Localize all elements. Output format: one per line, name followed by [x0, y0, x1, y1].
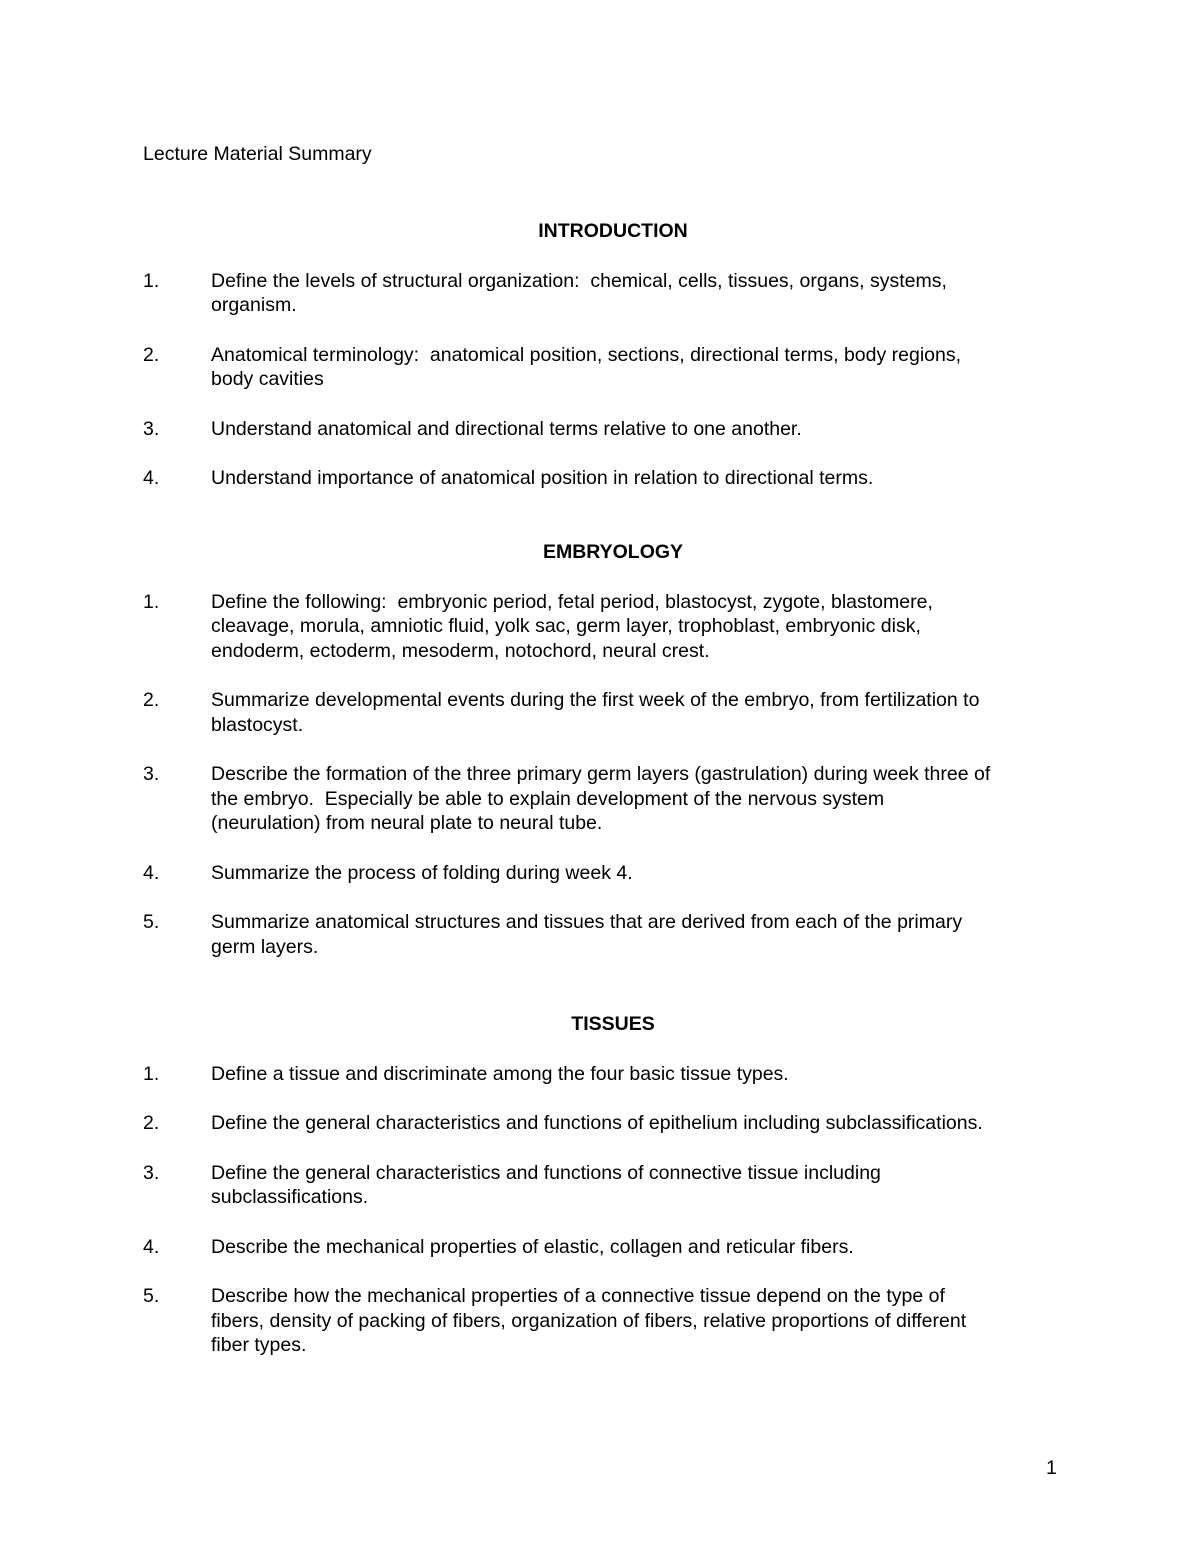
- section-embryology: [143, 540, 1083, 959]
- item-list: [143, 269, 1083, 491]
- item-line: fibers, density of packing of fibers, organization of fibers, relative proportions of different: [211, 1309, 967, 1332]
- item-text: [211, 417, 1081, 442]
- item-line: body cavities: [211, 368, 324, 390]
- item-text: [211, 1062, 1081, 1087]
- item-list: [143, 1062, 1083, 1358]
- list-item: [143, 1111, 1083, 1136]
- list-item: [143, 910, 1083, 959]
- item-number: 5.: [143, 1285, 160, 1307]
- list-item: [143, 269, 1083, 318]
- item-line: organism.: [211, 294, 297, 316]
- item-text: [211, 269, 1081, 318]
- item-line: Define the general characteristics and functions of epithelium including subclassifications.: [211, 1112, 983, 1134]
- item-line: Describe the formation of the three primary germ layers (gastrulation) during week three of: [211, 763, 991, 785]
- item-text: [211, 688, 1081, 737]
- item-number: 5.: [143, 911, 160, 933]
- page-number: 1: [1046, 1457, 1057, 1479]
- item-line: Define the general characteristics and functions of connective tissue including: [211, 1161, 881, 1184]
- list-item: [143, 762, 1083, 836]
- item-line: fiber types.: [211, 1334, 307, 1356]
- list-item: [143, 1062, 1083, 1087]
- item-line: Anatomical terminology: anatomical position, sections, directional terms, body regions,: [211, 343, 962, 366]
- section-tissues: [143, 1012, 1083, 1358]
- section-introduction: [143, 219, 1083, 491]
- item-line: the embryo. Especially be able to explain development of the nervous system: [211, 787, 885, 810]
- item-line: germ layers.: [211, 935, 319, 958]
- section-heading: TISSUES: [571, 1013, 655, 1035]
- item-number: 2.: [143, 689, 160, 711]
- section-heading: EMBRYOLOGY: [542, 541, 684, 563]
- item-text: [211, 910, 1081, 959]
- list-item: [143, 1284, 1083, 1358]
- item-line: Summarize anatomical structures and tissues that are derived from each of the primary: [211, 911, 963, 933]
- item-number: 2.: [143, 1112, 160, 1134]
- item-number: 1.: [143, 269, 160, 292]
- item-line: Summarize the process of folding during week 4.: [211, 861, 633, 884]
- list-item: [143, 417, 1083, 442]
- item-line: Describe how the mechanical properties of a connective tissue depend on the type of: [211, 1285, 945, 1307]
- item-number: 3.: [143, 1161, 160, 1184]
- item-line: Summarize developmental events during the first week of the embryo, from fertilization to: [211, 689, 980, 711]
- item-line: endoderm, ectoderm, mesoderm, notochord, neural crest.: [211, 639, 710, 662]
- item-text: [211, 762, 1081, 836]
- item-text: [211, 590, 1081, 664]
- item-line: (neurulation) from neural plate to neural tube.: [211, 812, 603, 834]
- item-number: 2.: [143, 343, 160, 366]
- item-line: Understand importance of anatomical position in relation to directional terms.: [211, 467, 874, 489]
- item-line: Define the levels of structural organization: chemical, cells, tissues, organs, systems,: [211, 269, 947, 292]
- item-number: 1.: [143, 1062, 160, 1085]
- item-line: cleavage, morula, amniotic fluid, yolk sac, germ layer, trophoblast, embryonic disk,: [211, 615, 921, 637]
- item-number: 4.: [143, 467, 160, 489]
- list-item: [143, 590, 1083, 664]
- section-heading: INTRODUCTION: [538, 220, 688, 242]
- item-line: Define the following: embryonic period, fetal period, blastocyst, zygote, blastomere,: [211, 590, 933, 613]
- item-text: [211, 1235, 1081, 1260]
- item-line: subclassifications.: [211, 1186, 369, 1208]
- list-item: [143, 466, 1083, 491]
- document-title: Lecture Material Summary: [143, 143, 372, 165]
- item-number: 3.: [143, 417, 160, 440]
- item-number: 1.: [143, 590, 160, 613]
- item-text: [211, 343, 1081, 392]
- item-line: Define a tissue and discriminate among the four basic tissue types.: [211, 1062, 789, 1085]
- item-number: 4.: [143, 861, 160, 884]
- item-number: 3.: [143, 763, 160, 785]
- list-item: [143, 1235, 1083, 1260]
- item-text: [211, 466, 1081, 491]
- item-text: [211, 1284, 1081, 1358]
- item-line: Understand anatomical and directional terms relative to one another.: [211, 417, 802, 440]
- item-text: [211, 861, 1081, 886]
- list-item: [143, 1161, 1083, 1210]
- list-item: [143, 343, 1083, 392]
- item-number: 4.: [143, 1235, 160, 1258]
- item-text: [211, 1161, 1081, 1210]
- item-text: [211, 1111, 1081, 1136]
- item-list: [143, 590, 1083, 960]
- item-line: blastocyst.: [211, 713, 304, 736]
- list-item: [143, 688, 1083, 737]
- list-item: [143, 861, 1083, 886]
- item-line: Describe the mechanical properties of elastic, collagen and reticular fibers.: [211, 1235, 854, 1258]
